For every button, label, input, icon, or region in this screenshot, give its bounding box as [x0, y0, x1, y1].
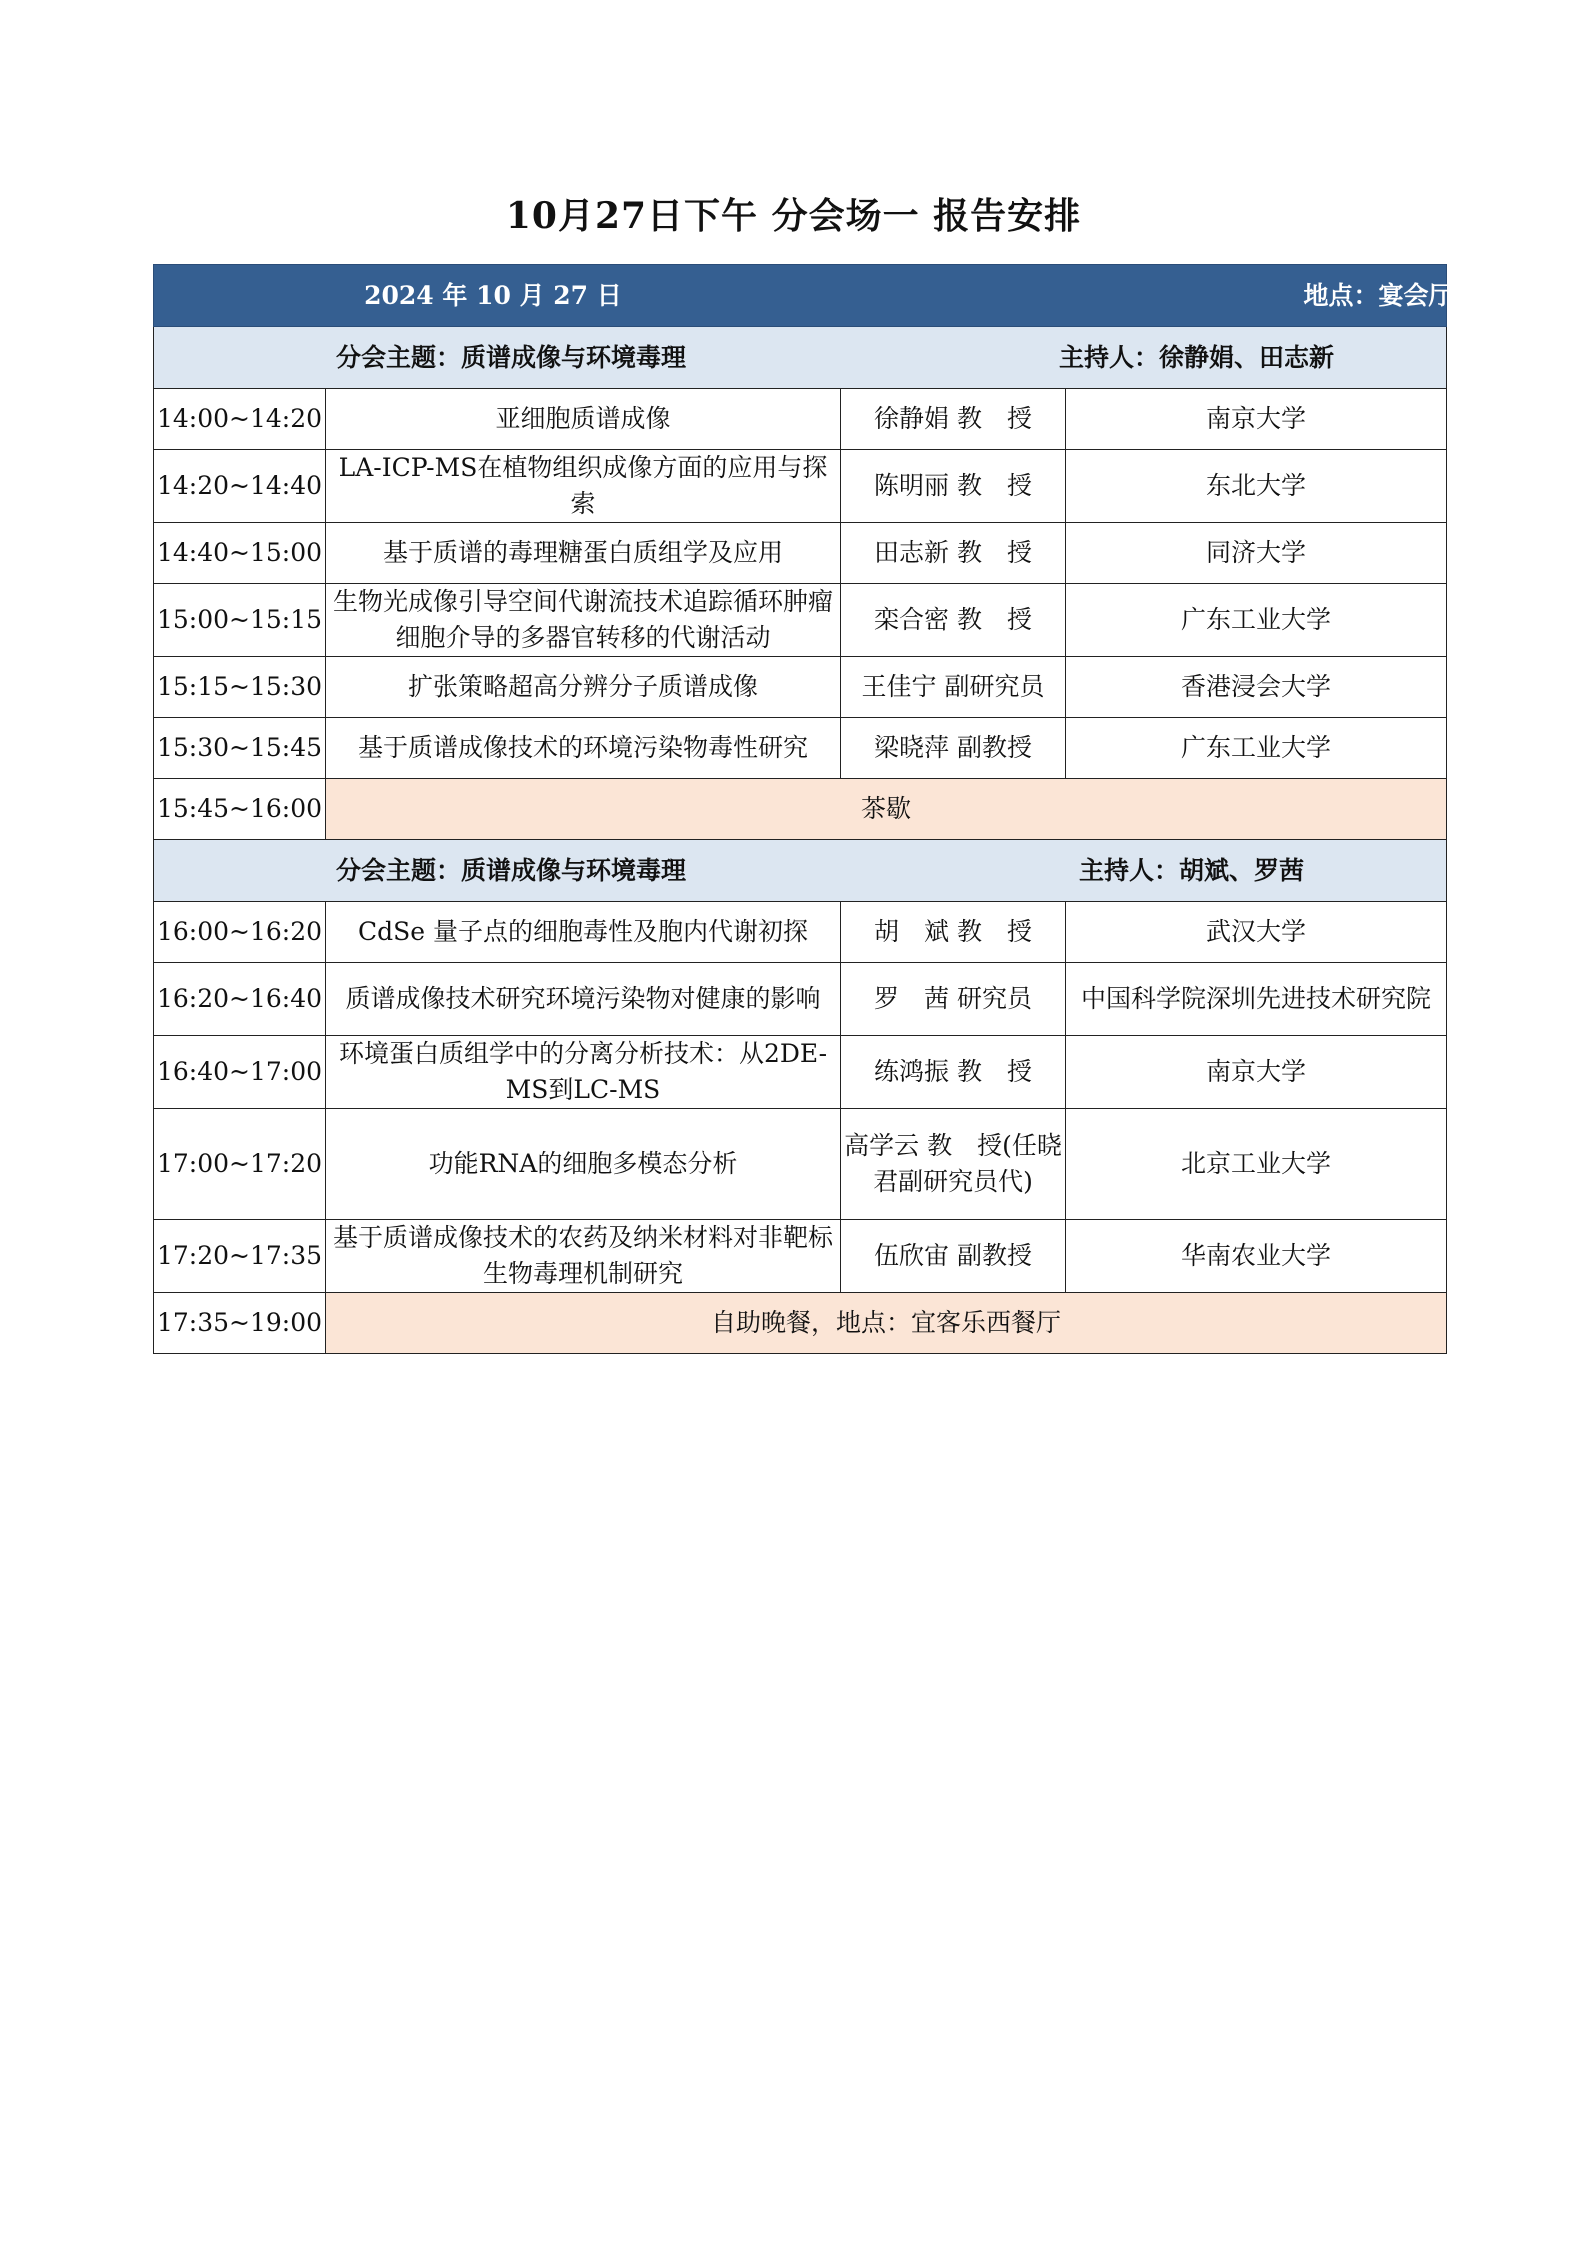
table-row	[154, 1036, 1447, 1109]
talk-time: 16:00~16:20	[154, 902, 326, 963]
table-row	[154, 1109, 1447, 1220]
talk-time: 15:15~15:30	[154, 657, 326, 718]
talk-time: 15:30~15:45	[154, 718, 326, 779]
table-row	[154, 1220, 1447, 1293]
break-row	[154, 779, 1447, 840]
talk-title: 环境蛋白质组学中的分离分析技术：从2DE-MS到LC-MS	[326, 1036, 841, 1109]
talk-speaker: 胡 斌 教 授	[841, 902, 1066, 963]
talk-title: 生物光成像引导空间代谢流技术追踪循环肿瘤细胞介导的多器官转移的代谢活动	[326, 584, 841, 657]
talk-affiliation: 武汉大学	[1066, 902, 1447, 963]
talk-affiliation: 南京大学	[1066, 1036, 1447, 1109]
session-host: 主持人：胡斌、罗茜	[1078, 855, 1304, 885]
talk-time: 16:20~16:40	[154, 963, 326, 1036]
break-text: 自助晚餐，地点：宜客乐西餐厅	[326, 1293, 1447, 1354]
talk-speaker: 田志新 教 授	[841, 523, 1066, 584]
break-time: 17:35~19:00	[154, 1293, 326, 1354]
talk-title: 功能RNA的细胞多模态分析	[326, 1109, 841, 1220]
session-cell	[154, 327, 1447, 389]
talk-title: 基于质谱的毒理糖蛋白质组学及应用	[326, 523, 841, 584]
session-theme: 分会主题：质谱成像与环境毒理	[336, 855, 687, 885]
talk-affiliation: 东北大学	[1066, 450, 1447, 523]
talk-affiliation: 中国科学院深圳先进技术研究院	[1066, 963, 1447, 1036]
table-row	[154, 657, 1447, 718]
talk-affiliation: 广东工业大学	[1066, 584, 1447, 657]
talk-time: 15:00~15:15	[154, 584, 326, 657]
talk-speaker: 伍欣宙 副教授	[841, 1220, 1066, 1293]
break-text: 茶歇	[326, 779, 1447, 840]
table-row	[154, 963, 1447, 1036]
talk-title: 扩张策略超高分辨分子质谱成像	[326, 657, 841, 718]
header-date: 2024 年 10 月 27 日	[364, 280, 622, 310]
talk-speaker: 徐静娟 教 授	[841, 389, 1066, 450]
talk-speaker: 高学云 教 授(任晓君副研究员代)	[841, 1109, 1066, 1220]
table-row	[154, 718, 1447, 779]
talk-title: 质谱成像技术研究环境污染物对健康的影响	[326, 963, 841, 1036]
talk-affiliation: 南京大学	[1066, 389, 1447, 450]
table-row	[154, 523, 1447, 584]
header-cell	[154, 265, 1473, 327]
session-row	[154, 327, 1447, 389]
talk-speaker: 王佳宁 副研究员	[841, 657, 1066, 718]
table-header-row	[154, 265, 1447, 327]
talk-affiliation: 广东工业大学	[1066, 718, 1447, 779]
talk-affiliation: 华南农业大学	[1066, 1220, 1447, 1293]
talk-time: 14:20~14:40	[154, 450, 326, 523]
talk-time: 14:00~14:20	[154, 389, 326, 450]
talk-speaker: 陈明丽 教 授	[841, 450, 1066, 523]
talk-speaker: 罗 茜 研究员	[841, 963, 1066, 1036]
table-row	[154, 902, 1447, 963]
talk-affiliation: 香港浸会大学	[1066, 657, 1447, 718]
talk-time: 17:20~17:35	[154, 1220, 326, 1293]
talk-time: 17:00~17:20	[154, 1109, 326, 1220]
talk-title: CdSe 量子点的细胞毒性及胞内代谢初探	[326, 902, 841, 963]
session-cell	[154, 840, 1447, 902]
talk-title: LA-ICP-MS在植物组织成像方面的应用与探索	[326, 450, 841, 523]
break-row	[154, 1293, 1447, 1354]
schedule-table	[153, 264, 1473, 1354]
talk-speaker: 栾合密 教 授	[841, 584, 1066, 657]
talk-title: 基于质谱成像技术的农药及纳米材料对非靶标生物毒理机制研究	[326, 1220, 841, 1293]
session-theme: 分会主题：质谱成像与环境毒理	[336, 342, 687, 372]
session-host: 主持人：徐静娟、田志新	[1058, 342, 1334, 372]
talk-time: 14:40~15:00	[154, 523, 326, 584]
table-row	[154, 450, 1447, 523]
talk-title: 基于质谱成像技术的环境污染物毒性研究	[326, 718, 841, 779]
session-row	[154, 840, 1447, 902]
header-location: 地点：宴会厅A	[1303, 280, 1473, 310]
talk-affiliation: 北京工业大学	[1066, 1109, 1447, 1220]
table-row	[154, 389, 1447, 450]
talk-speaker: 练鸿振 教 授	[841, 1036, 1066, 1109]
talk-time: 16:40~17:00	[154, 1036, 326, 1109]
talk-speaker: 梁晓萍 副教授	[841, 718, 1066, 779]
talk-title: 亚细胞质谱成像	[326, 389, 841, 450]
talk-affiliation: 同济大学	[1066, 523, 1447, 584]
break-time: 15:45~16:00	[154, 779, 326, 840]
table-row	[154, 584, 1447, 657]
page-title: 10月27日下午 分会场一 报告安排	[505, 195, 1082, 237]
